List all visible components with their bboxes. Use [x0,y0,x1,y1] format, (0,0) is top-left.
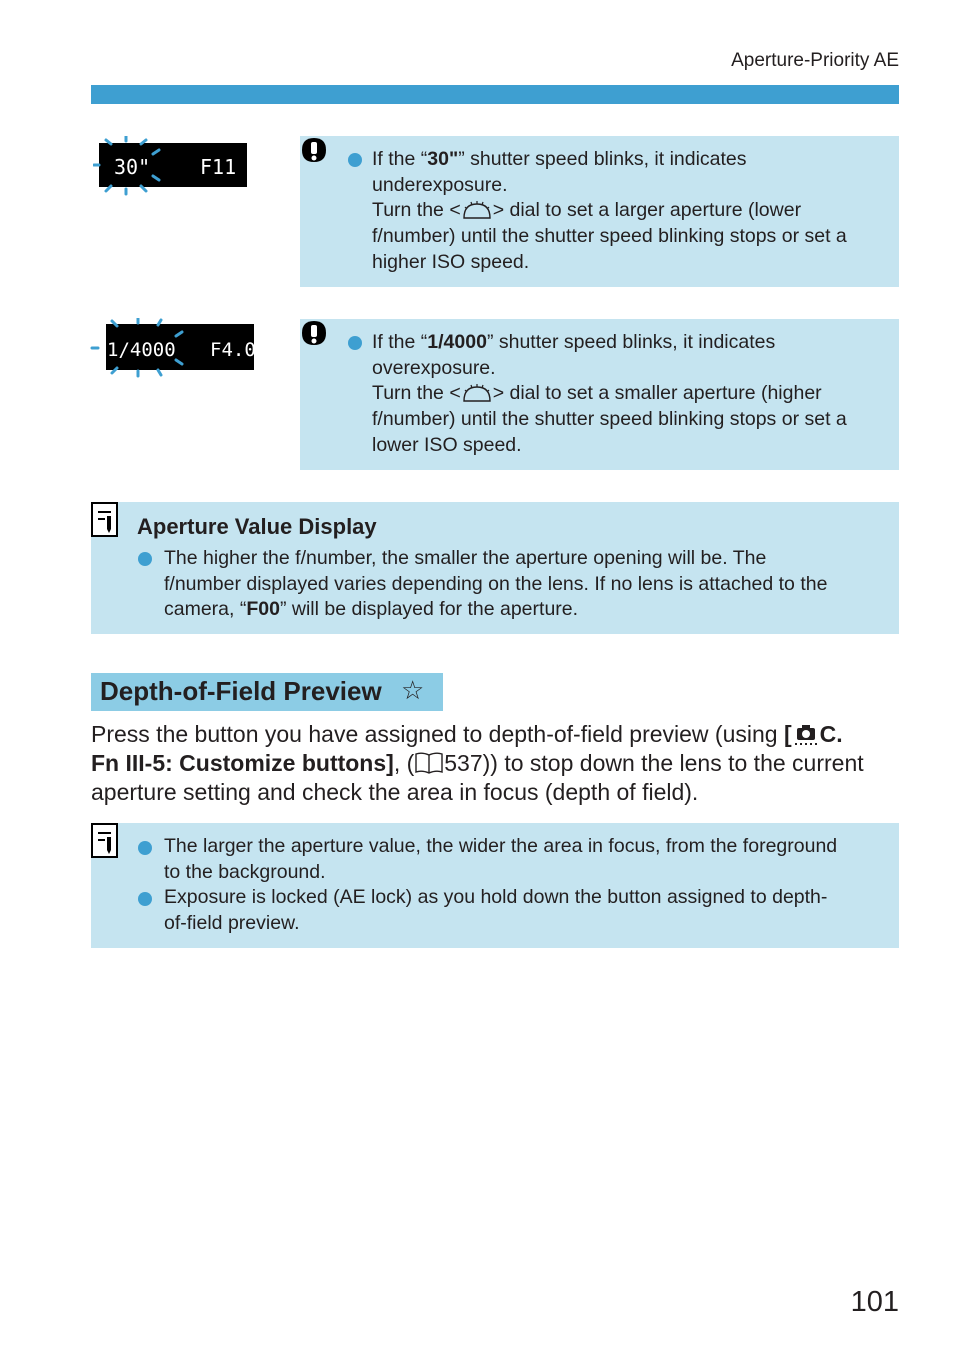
caution-box-underexposure [300,136,899,287]
note-icon [91,823,119,859]
note-aperture-display [91,502,899,634]
header-title: Aperture-Priority AE [731,50,899,71]
bullet-icon [138,892,152,906]
bullet-icon [138,552,152,566]
main-dial-icon [461,383,493,403]
note-depth-of-field [91,823,899,948]
header-bar [91,85,899,104]
bullet-icon [138,841,152,855]
bullet-icon [348,336,362,350]
note-text: The larger the aperture value, the wider the area in focus, from the foreground to the background. [164,835,838,883]
caution-box-overexposure [300,319,899,470]
lcd-aperture-value: F11 [200,155,237,179]
caution-text: If the “1/4000” shutter speed blinks, it indicates overexposure. Turn the < > dial to set a smaller aperture (higher f/number) until the shutter speed blinking stops or set a lower ISO speed. [372,331,847,456]
body-paragraph: Press the button you have assigned to depth-of-field preview (using [ C. Fn III-5: Customize buttons], ( 537)) to stop down the lens to the current aperture setting and check the area in focus (depth of field). [91,721,864,805]
lcd-overexposure [90,318,260,380]
book-icon [414,751,444,775]
section-title: Depth-of-Field Preview [100,676,382,706]
camera-icon [792,722,820,746]
star-icon: ☆ [401,675,425,705]
bullet-icon [348,153,362,167]
lcd-underexposure [93,136,253,196]
section-heading [91,673,443,711]
lcd-aperture-value: F4.0 [210,339,256,361]
lcd-shutter-value: 30" [114,155,151,179]
lcd-shutter-value: 1/4000 [107,339,176,361]
main-dial-icon [461,200,493,220]
note-title: Aperture Value Display [137,514,377,539]
note-text: Exposure is locked (AE lock) as you hold down the button assigned to depth- of-field preview. [164,886,828,934]
caution-text: If the “30"” shutter speed blinks, it indicates underexposure. Turn the < > dial to set a larger aperture (lower f/number) until the shutter speed blinking stops or set a higher ISO speed. [372,148,847,273]
note-text: The higher the f/number, the smaller the aperture opening will be. The f/number displayed varies depending on the lens. If no lens is attached to the camera, “F00” will be displayed for the aperture. [164,547,828,621]
caution-icon [300,319,330,349]
caution-icon [300,136,330,166]
page-number: 101 [850,1286,899,1318]
note-icon [91,502,119,538]
